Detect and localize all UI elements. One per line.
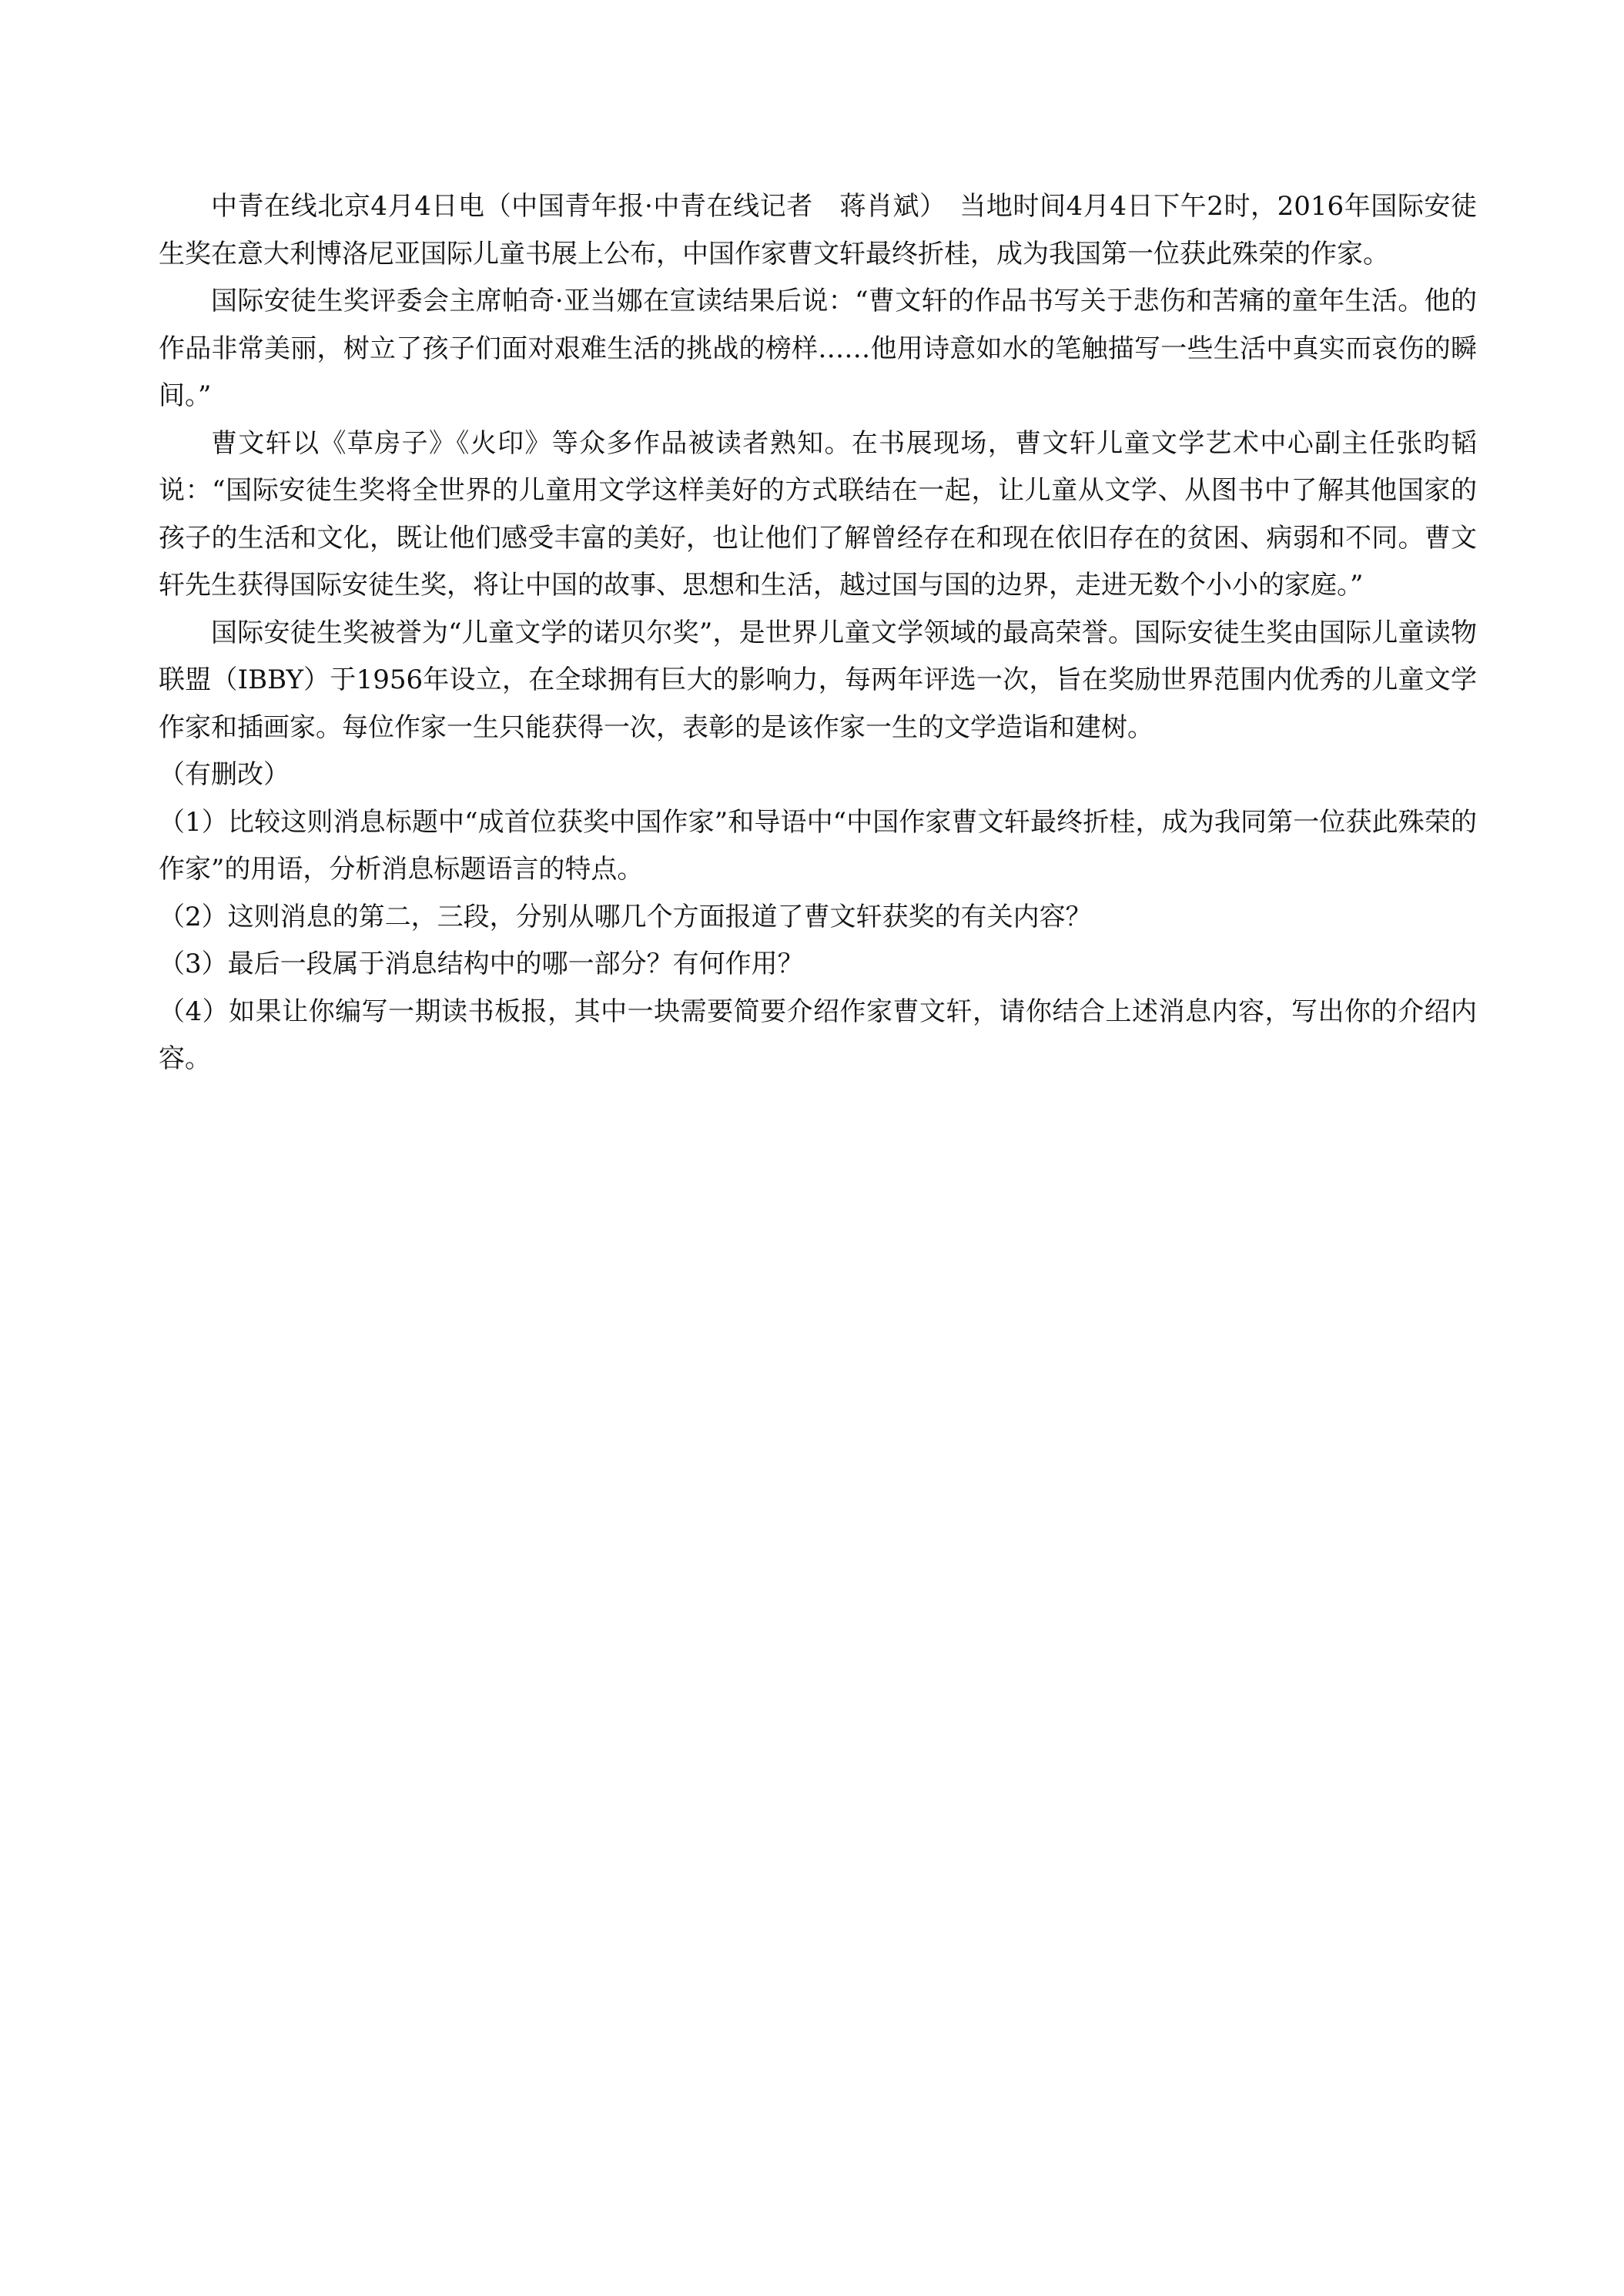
article-paragraph-2: 国际安徒生奖评委会主席帕奇·亚当娜在宣读结果后说：“曹文轩的作品书写关于悲伤和苦痛的童年生活。他的作品非常美丽，树立了孩子们面对艰难生活的挑战的榜样……他用诗意如水的笔触描写一些生活中真实而哀伤的瞬间。” — [159, 286, 1477, 411]
question-2: （2）这则消息的第二，三段，分别从哪几个方面报道了曹文轩获奖的有关内容？ — [159, 901, 1092, 932]
document-page — [159, 183, 1477, 1083]
question-4: （4）如果让你编写一期读书板报，其中一块需要简要介绍作家曹文轩，请你结合上述消息内容，写出你的介绍内容。 — [159, 996, 1477, 1074]
article-paragraph-1: 中青在线北京4月4日电（中国青年报·中青在线记者 蒋肖斌） 当地时间4月4日下午2时，2016年国际安徒生奖在意大利博洛尼亚国际儿童书展上公布，中国作家曹文轩最终折桂，成为我国第一位获此殊荣的作家。 — [159, 191, 1477, 269]
question-3: （3）最后一段属于消息结构中的哪一部分？有何作用？ — [159, 949, 804, 979]
edit-note: （有删改） — [159, 759, 290, 790]
question-1: （1）比较这则消息标题中“成首位获奖中国作家”和导语中“中国作家曹文轩最终折桂，成为我同第一位获此殊荣的作家”的用语，分析消息标题语言的特点。 — [159, 806, 1477, 885]
article-paragraph-4: 国际安徒生奖被誉为“儿童文学的诺贝尔奖”，是世界儿童文学领域的最高荣誉。国际安徒生奖由国际儿童读物联盟（IBBY）于1956年设立，在全球拥有巨大的影响力，每两年评选一次，旨在奖励世界范围内优秀的儿童文学作家和插画家。每位作家一生只能获得一次，表彰的是该作家一生的文学造诣和建树。 — [159, 617, 1477, 743]
article-paragraph-3: 曹文轩以《草房子》《火印》等众多作品被读者熟知。在书展现场，曹文轩儿童文学艺术中心副主任张昀韬说：“国际安徒生奖将全世界的儿童用文学这样美好的方式联结在一起，让儿童从文学、从图书中了解其他国家的孩子的生活和文化，既让他们感受丰富的美好，也让他们了解曾经存在和现在依旧存在的贫困、病弱和不同。曹文轩先生获得国际安徒生奖，将让中国的故事、思想和生活，越过国与国的边界，走进无数个小小的家庭。” — [159, 427, 1477, 601]
